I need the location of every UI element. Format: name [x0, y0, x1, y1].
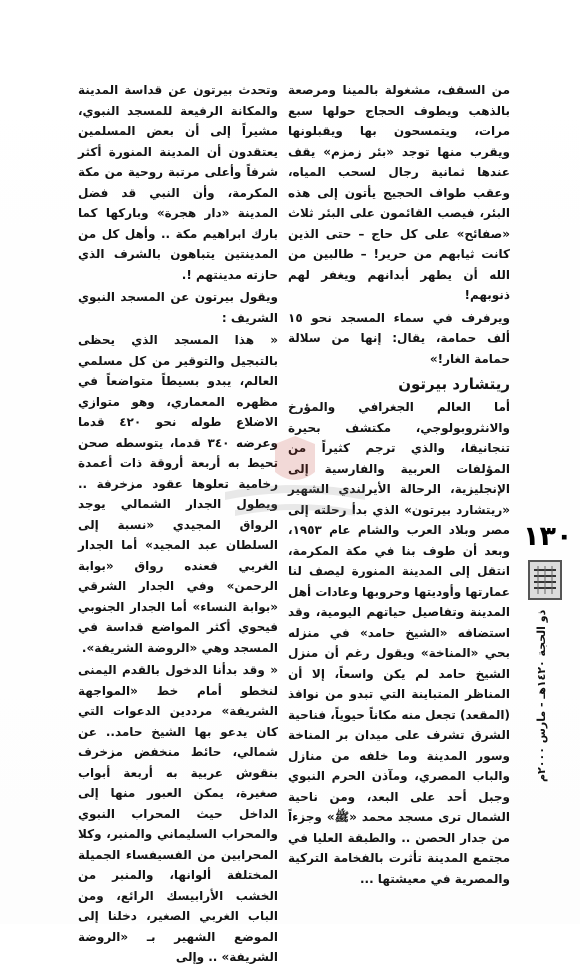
magazine-logo-icon: [530, 562, 560, 598]
left-paragraph-4: « وقد بدأنا الدخول بالقدم اليمنى لنخطو أمام خط «المواجهة الشريفة» مرددين الدعوات التي كان يدعو بها الشيخ حامد.. عن شمالي، حائط منخفض مزخرف بنقوش عربية به أربعة أبواب صغيرة، يمكن العبور منها إلى الداخل حيث المحراب النبوي والمحراب السليماني والمنبر، وكلا المحرابين من الفسيفساء الجميلة المختلفة ألوانها، والمنبر من الخشب الأرابيسك الرائع، ومن الباب الغربي الصغير، دخلنا إلى الموضع الشهير بـ «الروضة الشريفة» .. وإلى: [78, 663, 278, 964]
right-paragraph-3: أما العالم الجغرافي والمؤرخ والانثروبولوجي، مكتشف بحيرة تنجانيقا، والذي ترجم كثيراً من المؤلفات العربية والفارسية إلى الإنجليزية، الرحالة الأيرلندي الشهير «ريتشارد بيرتون» الذي بدأ رحلته إلى مصر وبلاد العرب والشام عام ١٩٥٣، وبعد أن طوف بنا في مكة المكرمة، انتقل إلى المدينة المنورة ليصف لنا عمارتها وأوديتها وحروبها وعادات أهل المدينة وتفاصيل حياتهم اليومية، وقد استضافه «الشيخ حامد» في منزله بحي «المناخة» ويقول رغم أن منزل الشيخ حامد لم يكن واسعاً، إلا أن المناظر المتباينة التي تبدو من نوافذ (المقعد) تجعل منه مكاناً حيوياً، فناحية الشرق تشرف على ميدان بر المناخة وسور المدينة وما خلفه من منازل والباب المصري، ومآذن الحرم النبوي وجبل أحد على البعد، ومن ناحية الشمال ترى مسجد محمد «ﷺ» وجزءاً من جدار الحصن .. والطبقة العليا في مجتمع المدينة تأثرت بالفخامة التركية والمصرية في معيشتها ...: [288, 400, 510, 886]
magazine-logo: [528, 560, 562, 600]
right-paragraph-2: ويرفرف في سماء المسجد نحو ١٥ ألف حمامة، يقال: إنها من سلالة حمامة الغار!»: [288, 310, 510, 366]
article-column-right: [288, 80, 510, 886]
left-paragraph-3: « هذا المسجد الذي يحظى بالتبجيل والتوقير من كل مسلمي العالم، يبدو بسيطاً متواضعاً في مظهره المعماري، وهو متوازي الاضلاع طوله نحو ٤٢٠ قدما وعرضه ٣٤٠ قدما، يتوسطه صحن تحيط به أربعة أروقة ذات أعمدة رخامية تعلوها عقود مزخرفة .. ويطول الجدار الشمالي يوجد الرواق المجيدي «نسبة إلى السلطان عبد المجيد» أما الجدار الغربي فعنده رواق «بوابة الرحمن» وفي الجدار الشرقي «بوابة النساء» أما الجدار الجنوبي فيحوي أكثر المواضع قداسة في المسجد وهي «الروضة الشريفة».: [78, 333, 278, 655]
issue-date: ذو الحجة ١٤٢٠هـ - مارس ٢٠٠٠م: [535, 610, 548, 783]
left-paragraph-2: ويقول بيرتون عن المسجد النبوي الشريف :: [78, 290, 278, 325]
article-column-left: [78, 80, 278, 964]
section-heading: ريتشارد بيرتون: [398, 375, 510, 393]
page-sidebar: [523, 520, 573, 940]
left-paragraph-1: وتحدث بيرتون عن قداسة المدينة والمكانة الرفيعة للمسجد النبوي، مشيراً إلى أن بعض المسلمين يعتقدون أن المدينة المنورة أكثر شرفاً وأعلى مرتبة روحية من مكة المكرمة، وأن النبي قد فضل المدينة «دار هجرة» وباركها كما بارك ابراهيم مكة .. وأهل كل من المدينتين يتباهون بالشرف الذي حازته مدينتهم !.: [78, 83, 278, 282]
page-number: ١٣٠: [523, 521, 573, 552]
right-paragraph-1: من السقف، مشغولة بالمينا ومرصعة بالذهب ويطوف الحجاج حولها سبع مرات، ويتمسحون بها ويقبلونها ويقرب منها توجد «بئر زمزم» يقف عندها ثمانية رجال لسحب المياه، وعقب طواف الحجيج يأتون إلى هذه البئر، فيصب القائمون على البئر ثلاث «صفائح» على كل حاج – حتى الذين كانت ثيابهم من حرير! – طالبين من الله أن يطهر أبدانهم ويغفر لهم ذنوبهم!: [288, 83, 510, 302]
